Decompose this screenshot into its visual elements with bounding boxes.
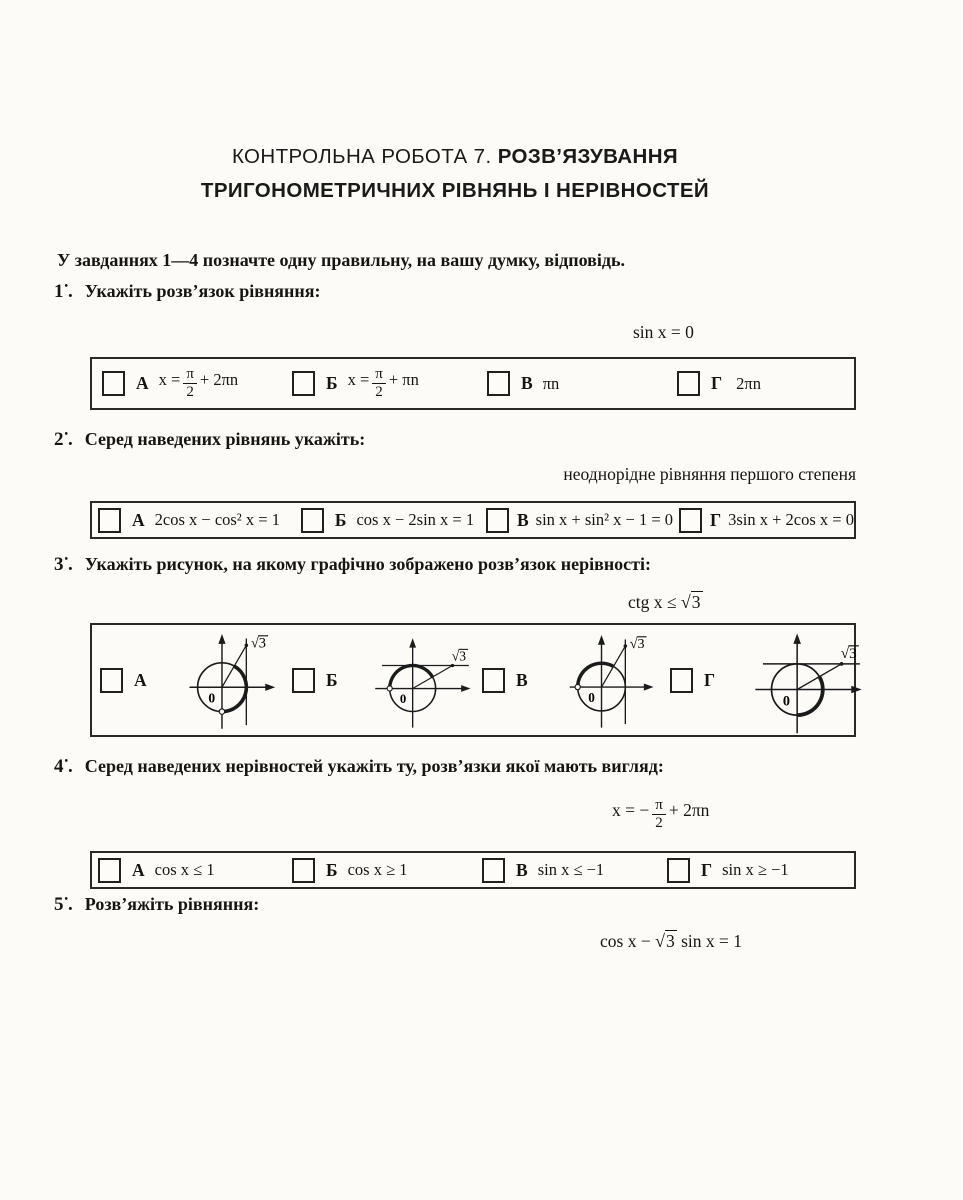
question-1-text: Укажіть розв’язок рівняння: xyxy=(84,281,321,301)
q3-option-a-checkbox[interactable] xyxy=(100,668,123,693)
q1-option-v-checkbox[interactable] xyxy=(487,371,510,396)
q4-option-v xyxy=(482,858,667,883)
q2-option-a-checkbox[interactable] xyxy=(98,508,121,533)
q1-option-g xyxy=(677,371,761,396)
q2-option-v-letter: В xyxy=(516,509,529,530)
q1-option-a xyxy=(102,367,292,400)
q3-option-b xyxy=(292,625,482,735)
question-5 xyxy=(54,894,259,916)
q1-option-b-checkbox[interactable] xyxy=(292,371,315,396)
question-1 xyxy=(54,281,321,303)
q1-option-b-letter: Б xyxy=(326,373,338,393)
q4-option-g xyxy=(667,858,789,883)
q4-option-a-checkbox[interactable] xyxy=(98,858,121,883)
q3-option-g-checkbox[interactable] xyxy=(670,668,693,693)
q1-option-v-letter: В xyxy=(521,373,533,393)
q3-option-a-diagram xyxy=(157,625,292,735)
q1-option-g-checkbox[interactable] xyxy=(677,371,700,396)
q4-option-b-checkbox[interactable] xyxy=(292,858,315,883)
title-worknumber: КОНТРОЛЬНА РОБОТА 7. xyxy=(231,145,498,168)
q1-option-v-formula: πn xyxy=(542,373,560,393)
question-4-equation: x = − $\frac{\pi}{2}$ + 2πn xyxy=(612,797,710,831)
q4-option-a-formula: cos x ≤ 1 xyxy=(154,860,215,879)
q2-option-b xyxy=(301,508,486,533)
q1-option-a-formula: x = $\frac{\pi}{2}$ + 2πn xyxy=(158,366,239,400)
question-5-number: 5•. xyxy=(54,894,73,915)
q3-option-a-letter: А xyxy=(134,669,147,690)
question-2-subtitle: неоднорідне рівняння першого степеня xyxy=(563,464,856,484)
question-1-number: 1•. xyxy=(54,281,73,302)
q2-option-v-checkbox[interactable] xyxy=(486,508,509,533)
question-2 xyxy=(54,429,365,451)
q3-g-origin-label: 0 xyxy=(783,693,791,710)
q3-option-v-diagram xyxy=(538,625,670,735)
q4-option-a-letter: А xyxy=(132,859,145,880)
q1-option-g-letter: Г xyxy=(711,373,723,393)
q3-option-g-diagram xyxy=(725,625,875,735)
page-title xyxy=(0,140,910,208)
q3-option-b-diagram xyxy=(348,625,482,735)
q3-option-b-letter: Б xyxy=(326,669,338,690)
intro-instruction: У завданнях 1—4 позначте одну правильну, на вашу думку, відповідь. xyxy=(57,250,625,270)
question-3 xyxy=(54,554,651,576)
question-4-text: Серед наведених нерівностей укажіть ту, розв’язки якої мають вигляд: xyxy=(84,756,664,776)
answer-strip-1 xyxy=(90,357,856,410)
q1-option-a-checkbox[interactable] xyxy=(102,371,125,396)
question-2-number: 2•. xyxy=(54,429,73,450)
q3-v-origin-label: 0 xyxy=(587,690,595,706)
q3-option-g xyxy=(670,625,875,735)
q2-option-b-letter: Б xyxy=(334,509,347,530)
q4-option-g-letter: Г xyxy=(701,859,713,880)
q1-option-b xyxy=(292,367,487,400)
q3-option-b-checkbox[interactable] xyxy=(292,668,315,693)
q1-option-b-formula: x = $\frac{\pi}{2}$ + πn xyxy=(347,366,419,400)
q3-b-origin-label: 0 xyxy=(399,691,406,706)
question-5-text: Розв’яжіть рівняння: xyxy=(84,894,260,914)
q2-option-v-formula: sin x + sin² x − 1 = 0 xyxy=(535,510,674,529)
q2-option-b-formula: cos x − 2sin x = 1 xyxy=(356,510,475,529)
q1-option-v xyxy=(487,371,677,396)
q4-option-b xyxy=(292,858,482,883)
q2-option-b-checkbox[interactable] xyxy=(301,508,324,533)
q4-option-v-formula: sin x ≤ −1 xyxy=(537,860,605,879)
q3-a-origin-label: 0 xyxy=(208,690,215,706)
q3-option-v-checkbox[interactable] xyxy=(482,668,505,693)
question-4-number: 4•. xyxy=(54,756,73,777)
q4-option-g-formula: sin x ≥ −1 xyxy=(722,860,789,879)
q3-option-v xyxy=(482,625,670,735)
answer-strip-3 xyxy=(90,623,856,737)
q3-option-a xyxy=(100,625,292,735)
question-3-inequality: ctg x ≤ √3 xyxy=(628,592,701,612)
q3-b-sqrt-label: √3 xyxy=(451,648,466,664)
q4-option-v-checkbox[interactable] xyxy=(482,858,505,883)
q2-option-g-formula: 3sin x + 2cos x = 0 xyxy=(728,510,854,529)
question-3-number: 3•. xyxy=(54,554,73,575)
title-line2: ТРИГОНОМЕТРИЧНИХ РІВНЯНЬ І НЕРІВНОСТЕЙ xyxy=(200,179,710,202)
q2-option-a-letter: А xyxy=(132,509,145,530)
q2-option-a xyxy=(98,508,301,533)
q2-option-a-formula: 2cos x − cos² x = 1 xyxy=(154,510,280,529)
q3-g-sqrt-label: √3 xyxy=(840,645,857,663)
q4-option-v-letter: В xyxy=(516,859,528,880)
q2-option-g-checkbox[interactable] xyxy=(679,508,702,533)
q1-option-a-letter: А xyxy=(136,373,149,393)
q1-option-g-formula: 2πn xyxy=(736,373,761,393)
q3-option-v-letter: В xyxy=(516,669,528,690)
q2-option-v xyxy=(486,508,679,533)
question-1-equation: sin x = 0 xyxy=(633,322,694,342)
q3-a-sqrt-label: √3 xyxy=(250,635,266,652)
q2-option-g-letter: Г xyxy=(709,509,722,530)
q2-option-g xyxy=(679,508,854,533)
q4-option-b-formula: cos x ≥ 1 xyxy=(347,860,408,879)
q4-option-a xyxy=(98,858,292,883)
answer-strip-4 xyxy=(90,851,856,889)
title-part-bold: РОЗВ’ЯЗУВАННЯ xyxy=(497,145,679,168)
question-3-text: Укажіть рисунок, на якому графічно зображено розв’язок нерівності: xyxy=(84,554,652,574)
question-5-equation: cos x − √3 sin x = 1 xyxy=(600,931,743,951)
question-4 xyxy=(54,756,664,778)
q4-option-b-letter: Б xyxy=(326,859,338,880)
answer-strip-2 xyxy=(90,501,856,539)
question-2-text: Серед наведених рівнянь укажіть: xyxy=(84,429,366,449)
q4-option-g-checkbox[interactable] xyxy=(667,858,690,883)
q3-v-sqrt-label: √3 xyxy=(629,636,645,653)
q3-option-g-letter: Г xyxy=(704,669,716,690)
